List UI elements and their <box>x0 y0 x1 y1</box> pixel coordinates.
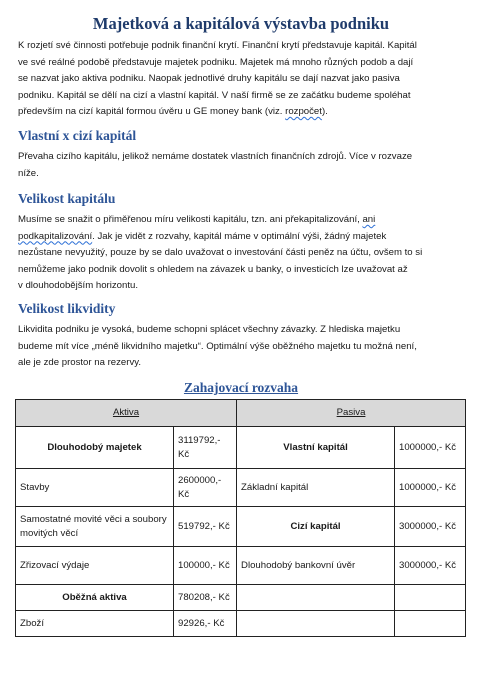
intro-last-end: ). <box>321 106 328 117</box>
liability-label <box>237 611 395 637</box>
section2-flagged-word: podkapitalizování <box>18 230 93 242</box>
table-header-row <box>16 400 466 427</box>
table-row <box>16 611 466 637</box>
liability-label: Základní kapitál <box>237 469 395 507</box>
section3-line: budeme mít více „méně likvidního majetku“. Optimální výše oběžného majetku tu možná není, <box>18 340 417 352</box>
section-heading-liquidity: Velikost likvidity <box>18 301 116 316</box>
document-title: Majetková a kapitálová výstavba podniku <box>92 14 390 33</box>
liability-value: 1000000,- Kč <box>395 469 466 507</box>
intro-line: K rozjetí své činnosti potřebuje podnik finanční krytí. Finanční krytí představuje kapitál. Kapitál <box>18 40 417 51</box>
asset-value: 100000,- Kč <box>174 547 237 585</box>
table-row <box>16 507 466 547</box>
asset-label: Dlouhodobý majetek <box>16 427 174 469</box>
liability-value: 1000000,- Kč <box>395 427 466 469</box>
asset-value: 92926,- Kč <box>174 611 237 637</box>
section2-line <box>18 229 464 246</box>
intro-line-last <box>18 104 464 121</box>
section2-flagged-word: ani <box>362 214 376 225</box>
table-row <box>16 585 466 611</box>
section2-text: . Jak je vidět z rozvahy, kapitál máme v optimální výši, žádný majetek <box>92 230 387 242</box>
asset-label: Zboží <box>16 611 174 637</box>
table-row <box>16 427 466 469</box>
asset-value: 2600000,- Kč <box>174 469 237 507</box>
asset-value: 519792,- Kč <box>174 507 237 547</box>
section2-line: nemůžeme jako podnik dovolit s ohledem na závazek u banky, o investicích lze uvažovat až <box>18 263 408 275</box>
section3-line: Likvidita podniku je vysoká, budeme schopni splácet všechny závazky. Z hlediska majetku <box>18 324 401 335</box>
asset-value: 780208,- Kč <box>174 585 237 611</box>
section3-line: ale je zde prostor na rezervy. <box>18 357 141 368</box>
section2-line <box>18 212 464 229</box>
section2-text: Musíme se snažit o přiměřenou míru velikosti kapitálu, tzn. ani překapitalizování, <box>18 214 363 225</box>
asset-label: Stavby <box>16 469 174 507</box>
table-row <box>16 547 466 585</box>
liabilities-header: Pasiva <box>237 400 466 427</box>
section1-line: níže. <box>18 167 39 179</box>
intro-last-text: především na cizí kapitál formou úvěru u GE money bank (viz. <box>18 106 286 117</box>
liability-label <box>237 585 395 611</box>
section2-line: v dlouhodobějším horizontu. <box>18 280 138 291</box>
liability-value: 3000000,- Kč <box>395 547 466 585</box>
asset-label: Zřizovací výdaje <box>16 547 174 585</box>
section2-line: nezůstane nevyužitý, pouze by se dalo uvažovat o investování části peněz na účtu, ovšem to si <box>18 247 423 258</box>
intro-line: se nazvat jako aktiva podniku. Naopak jednotlivé druhy kapitálu se dají nazvat jako pasiva <box>18 73 400 84</box>
liability-value <box>395 611 466 637</box>
liability-label: Dlouhodobý bankovní úvěr <box>237 547 395 585</box>
section-heading-capital-size: Velikost kapitálu <box>18 191 116 206</box>
asset-label: Samostatné movité věci a soubory movitých věcí <box>16 507 174 547</box>
liability-label: Cizí kapitál <box>237 507 395 547</box>
asset-value: 3119792,- Kč <box>174 427 237 469</box>
section-heading-capital-type: Vlastní x cizí kapitál <box>18 128 137 143</box>
intro-paragraph <box>18 38 464 121</box>
asset-label: Oběžná aktiva <box>16 585 174 611</box>
liability-value: 3000000,- Kč <box>395 507 466 547</box>
table-row <box>16 469 466 507</box>
section1-line: Převaha cizího kapitálu, jelikož nemáme dostatek vlastních finančních zdrojů. Více v rozvaze <box>18 151 413 162</box>
section1-paragraph <box>18 149 464 182</box>
liability-label: Vlastní kapitál <box>237 427 395 469</box>
assets-header: Aktiva <box>16 400 237 427</box>
balance-sheet-title: Zahajovací rozvaha <box>183 380 299 395</box>
intro-line: ve své reálné podobě představuje majetek podniku. Majetek má mnoho různých podob a dají <box>18 56 414 68</box>
budget-reference: rozpočet <box>285 106 322 117</box>
section3-paragraph <box>18 322 464 372</box>
section2-paragraph <box>18 212 464 295</box>
intro-line: podniku. Kapitál se dělí na cizí a vlastní kapitál. V naší firmě se ze začátku budeme spoléhat <box>18 89 411 101</box>
liability-value <box>395 585 466 611</box>
opening-balance-sheet <box>15 399 466 637</box>
